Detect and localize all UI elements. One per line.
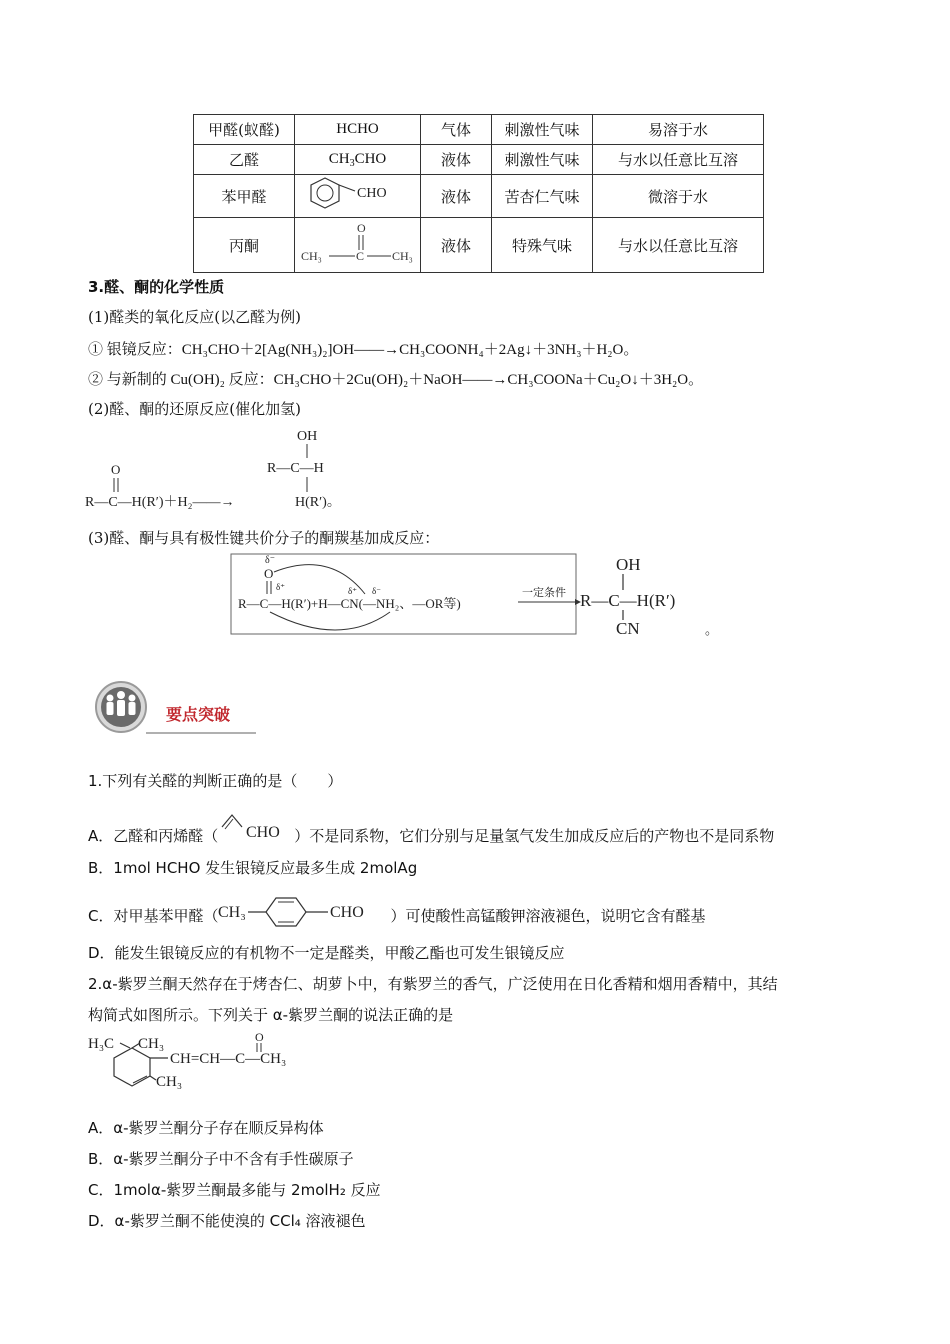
table-row <box>194 218 764 273</box>
addition-reaction-diagram <box>230 550 730 640</box>
formula-part: CH₃ <box>300 249 322 263</box>
delta-plus-label: δ⁺ <box>276 582 285 592</box>
option-text: ）可使酸性高锰酸钾溶液褪色，说明它含有醛基 <box>390 907 706 925</box>
period: 。 <box>705 622 719 637</box>
q2-option-c: C．1molα-紫罗兰酮最多能与 2molH₂ 反应 <box>88 1181 381 1199</box>
addition-product-mid: R—C—H(R′) <box>580 591 676 610</box>
acrolein-structure-icon <box>218 813 294 847</box>
p-methylbenzaldehyde-structure-icon <box>218 895 390 931</box>
table-cell: 刺激性气味 <box>492 115 593 145</box>
benzaldehyde-structure-icon <box>303 175 413 213</box>
formula-part: O <box>356 221 366 235</box>
table-cell: 气体 <box>421 115 492 145</box>
table-cell: 苦杏仁气味 <box>492 175 593 218</box>
option-text: ）不是同系物，它们分别与足量氢气发生加成反应后的产物也不是同系物 <box>294 827 775 845</box>
banner-title: 要点突破 <box>166 705 231 724</box>
equation-prefix: ① 银镜反应： <box>88 342 182 358</box>
table-cell: 丙酮 <box>194 218 295 273</box>
q1-stem: 1.下列有关醛的判断正确的是（ ） <box>88 772 343 790</box>
table-row <box>194 115 764 145</box>
table-cell: 苯甲醛 <box>194 175 295 218</box>
aldehyde-group: CHO <box>330 904 365 921</box>
product-bottom: H(R′)。 <box>295 495 341 510</box>
table-cell: 与水以任意比互溶 <box>593 218 764 273</box>
product-oh: OH <box>297 429 318 444</box>
q2-option-a: A．α-紫罗兰酮分子存在顺反异构体 <box>88 1119 324 1137</box>
table-cell: 微溶于水 <box>593 175 764 218</box>
addition-product-cn: CN <box>616 619 640 638</box>
option-text: C．对甲基苯甲醛（ <box>88 907 219 925</box>
q2-stem-line1: 2.α-紫罗兰酮天然存在于烤杏仁、胡萝卜中，有紫罗兰的香气，广泛使用在日化香精和烟用香精中，其结 <box>88 975 778 993</box>
reduction-left: R—C—H(R′)＋H₂——→ <box>85 495 235 510</box>
equation-body: CH₃CHO＋2Cu(OH)₂＋NaOH——→CH₃COONa＋Cu₂O↓＋3H₂O。 <box>273 372 704 388</box>
methyl-group: CH₃ <box>218 904 247 921</box>
table-cell <box>295 175 421 218</box>
ionone-h3c: H₃C <box>88 1036 115 1052</box>
acrolein-cho: CHO <box>246 824 281 841</box>
formula-part: CH <box>328 151 350 167</box>
q1-option-a <box>88 813 774 847</box>
table-cell: 乙醛 <box>194 145 295 175</box>
delta-minus-label: δ⁻ <box>265 555 275 566</box>
table-row <box>194 145 764 175</box>
svg-text:C: C <box>355 249 364 263</box>
copper-hydroxide-equation <box>88 368 703 389</box>
reduction-equation-diagram <box>85 424 385 516</box>
option-text: A．乙醛和丙烯醛（ <box>88 827 219 845</box>
q1-option-c <box>88 895 706 931</box>
table-cell: 液体 <box>421 145 492 175</box>
ionone-chain: CH=CH—C—CH₃ <box>170 1051 287 1067</box>
subheading-oxidation: (1)醛类的氧化反应(以乙醛为例) <box>88 308 301 326</box>
alpha-ionone-structure <box>88 1028 328 1096</box>
equation-prefix: ② 与新制的 Cu(OH)₂ 反应： <box>88 372 274 388</box>
silver-mirror-equation <box>88 338 638 359</box>
formula-sub: 3 <box>349 158 355 169</box>
formula-part: CH₃ <box>391 249 413 263</box>
table-cell: 液体 <box>421 218 492 273</box>
addition-o: O <box>264 566 274 581</box>
table-cell: 甲醛(蚁醛) <box>194 115 295 145</box>
table-cell: 易溶于水 <box>593 115 764 145</box>
ionone-ch3-top: CH₃ <box>138 1036 165 1052</box>
aldehyde-properties-table <box>193 114 764 273</box>
section-heading: 3.醛、酮的化学性质 <box>88 278 225 296</box>
addition-product-oh: OH <box>616 555 641 574</box>
q2-stem-line2: 构简式如图所示。下列关于 α-紫罗兰酮的说法正确的是 <box>88 1006 454 1024</box>
acetone-structure-icon <box>299 218 417 268</box>
q1-option-b: B．1mol HCHO 发生银镜反应最多生成 2molAg <box>88 859 418 877</box>
product-mid: R—C—H <box>267 461 324 476</box>
subheading-reduction: (2)醛、酮的还原反应(催化加氢) <box>88 400 301 418</box>
q1-option-d: D．能发生银镜反应的有机物不一定是醛类，甲酸乙酯也可发生银镜反应 <box>88 944 565 962</box>
table-cell: 液体 <box>421 175 492 218</box>
table-cell: 刺激性气味 <box>492 145 593 175</box>
addition-reactant: R—C—H(R′)+H—CN(—NH₂、—OR等) <box>238 596 461 611</box>
carbonyl-o: O <box>111 462 121 477</box>
cn-delta-label: δ⁻ <box>372 586 381 596</box>
table-cell: 特殊气味 <box>492 218 593 273</box>
h-delta-label: δ⁺ <box>348 586 357 596</box>
ionone-o: O <box>255 1030 264 1044</box>
reaction-condition: 一定条件 <box>522 587 566 599</box>
q2-option-b: B．α-紫罗兰酮分子中不含有手性碳原子 <box>88 1150 354 1168</box>
subheading-addition: (3)醛、酮与具有极性键共价分子的酮羰基加成反应： <box>88 529 440 547</box>
key-points-banner <box>88 680 258 736</box>
formula-part: CHO <box>356 186 387 201</box>
ionone-ch3-bottom: CH₃ <box>156 1074 183 1090</box>
equation-body: CH₃CHO＋2[Ag(NH₃)₂]OH——→CH₃COONH₄＋2Ag↓＋3NH₃＋H₂O。 <box>181 342 639 358</box>
table-cell <box>295 145 421 175</box>
formula-part: CHO <box>354 151 387 167</box>
table-cell: 与水以任意比互溶 <box>593 145 764 175</box>
table-cell <box>295 218 421 273</box>
q2-option-d: D．α-紫罗兰酮不能使溴的 CCl₄ 溶液褪色 <box>88 1212 366 1230</box>
table-cell: HCHO <box>295 115 421 145</box>
table-row <box>194 175 764 218</box>
